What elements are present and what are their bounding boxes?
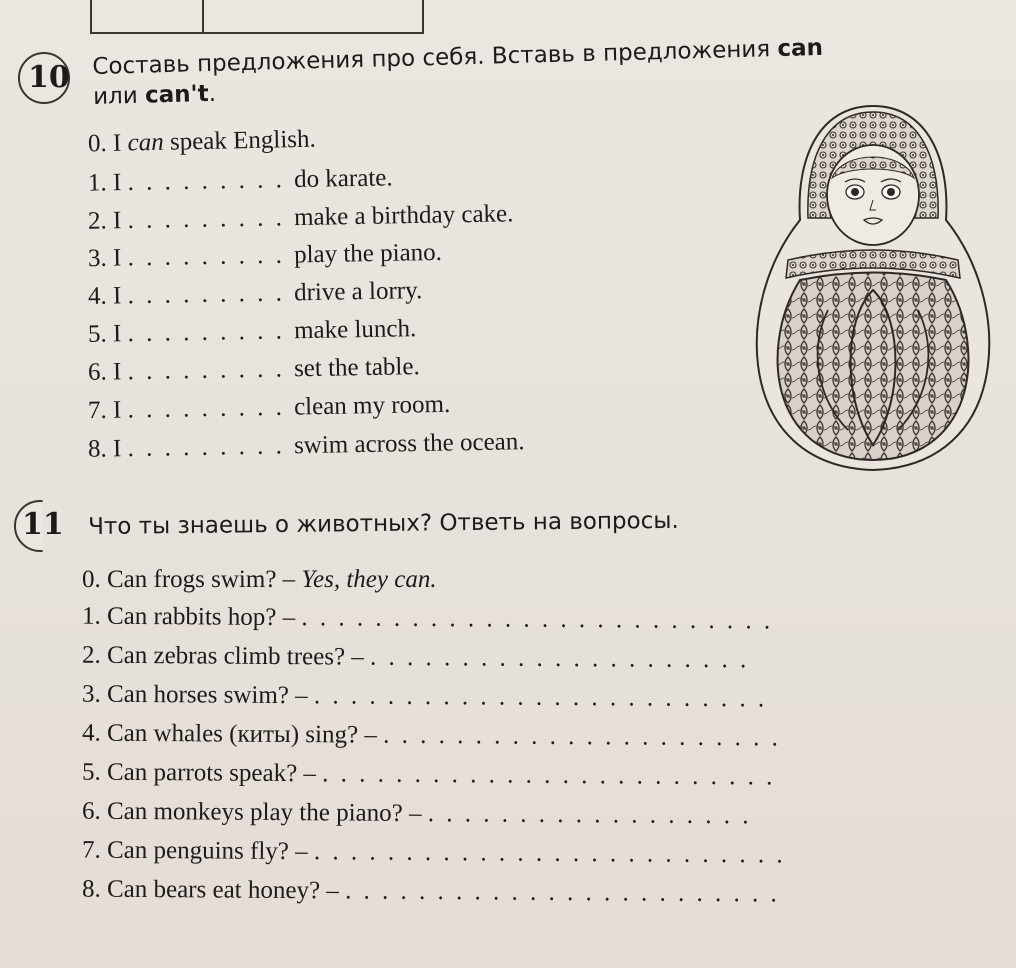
item-text: make a birthday cake. [293, 200, 514, 232]
task-text: или [92, 82, 146, 110]
answer-dots[interactable]: . . . . . . . . . . . . . . . . . . [427, 800, 752, 830]
blank-dots[interactable]: . . . . . . . . . [127, 165, 295, 196]
item-number: 5. [87, 320, 114, 348]
item-number: 2. [81, 641, 108, 669]
item-subject: I [112, 244, 128, 272]
question-text: Can monkeys play the piano? – [106, 797, 428, 828]
question-item [82, 603, 773, 636]
matryoshka-doll-icon [748, 100, 998, 480]
item-subject: I [112, 129, 128, 157]
blank-dots[interactable]: . . . . . . . . . [127, 317, 295, 348]
question-item [82, 642, 750, 675]
item-text: set the table. [293, 353, 420, 383]
item-number: 3. [87, 244, 114, 273]
question-item [82, 720, 781, 753]
item-subject: I [112, 358, 128, 386]
answer-dots[interactable]: . . . . . . . . . . . . . . . . . . . . . . . . . . [301, 604, 774, 635]
question-text: Can rabbits hop? – [106, 602, 302, 632]
item-number: 2. [87, 207, 114, 236]
sentence-item [88, 391, 451, 425]
item-number: 0. [87, 129, 114, 158]
exercise-number-11: 11 [22, 507, 64, 542]
item-text: play the piano. [293, 239, 443, 269]
task-text: . [208, 80, 217, 107]
example-answer: Yes, they can. [301, 566, 437, 593]
question-text: Can parrots speak? – [106, 758, 323, 788]
sentence-item [88, 315, 417, 349]
item-subject: I [112, 396, 128, 424]
question-item [82, 759, 776, 792]
question-text: Can zebras climb trees? – [106, 641, 371, 671]
item-number: 6. [81, 797, 108, 825]
sentence-item [88, 239, 442, 273]
item-text: clean my room. [293, 390, 451, 421]
item-number: 4. [81, 719, 108, 747]
blank-dots[interactable]: . . . . . . . . . [127, 355, 295, 386]
item-subject: I [112, 207, 128, 235]
item-number: 7. [81, 836, 108, 864]
item-subject: I [112, 282, 128, 310]
item-text: speak English. [163, 125, 317, 156]
question-item [82, 876, 780, 909]
exercise-10-task [92, 33, 824, 112]
question-item [82, 837, 786, 870]
item-number: 6. [87, 358, 114, 386]
answer-dots[interactable]: . . . . . . . . . . . . . . . . . . . . . . . . . . [313, 838, 786, 869]
exercise-number-10: 10 [28, 60, 70, 95]
sentence-item [88, 277, 423, 311]
exercise-11-task: Что ты знаешь о животных? Ответь на вопросы. [88, 507, 679, 540]
item-number: 8. [87, 435, 114, 463]
blank-dots[interactable]: . . . . . . . . . [127, 393, 295, 424]
task-keyword-can: can [777, 34, 824, 63]
item-text: do karate. [293, 163, 393, 193]
item-subject: I [112, 168, 128, 196]
item-subject: I [112, 434, 128, 463]
question-text: Can penguins fly? – [106, 836, 315, 866]
item-text: drive a lorry. [293, 277, 423, 307]
item-number: 1. [81, 602, 108, 630]
question-text: Can horses swim? – [106, 680, 315, 710]
item-subject: I [112, 320, 128, 348]
answer-dots[interactable]: . . . . . . . . . . . . . . . . . . . . . . . . [345, 877, 780, 908]
task-keyword-cant: can't [144, 80, 209, 109]
sentence-item [88, 164, 393, 197]
item-number: 8. [81, 875, 108, 903]
question-item [82, 681, 767, 714]
task-text: Составь предложения про себя. Вставь в предложения [92, 36, 778, 80]
item-number: 7. [87, 396, 114, 425]
example-sentence [88, 126, 316, 159]
blank-dots[interactable]: . . . . . . . . . [127, 432, 295, 462]
example-question [82, 566, 437, 594]
question-text: Can whales (киты) sing? – [106, 719, 384, 749]
item-number: 3. [81, 680, 108, 708]
answer-dots[interactable]: . . . . . . . . . . . . . . . . . . . . . . . . . [313, 682, 768, 713]
example-modal: can [127, 128, 164, 157]
table-fragment [90, 0, 424, 34]
item-text: make lunch. [293, 315, 417, 345]
question-text: Can bears eat honey? – [106, 875, 346, 905]
item-number: 1. [87, 168, 114, 197]
question-item [82, 798, 752, 831]
answer-dots[interactable]: . . . . . . . . . . . . . . . . . . . . . . . . . [322, 760, 776, 791]
answer-dots[interactable]: . . . . . . . . . . . . . . . . . . . . . [370, 643, 750, 674]
question-text: Can frogs swim? – [107, 566, 302, 593]
answer-dots[interactable]: . . . . . . . . . . . . . . . . . . . . . . [383, 721, 781, 752]
sentence-item [88, 353, 420, 387]
item-number: 5. [81, 758, 108, 786]
item-number: 4. [87, 282, 114, 311]
item-number: 0. [82, 566, 107, 593]
sentence-item [88, 428, 525, 464]
blank-dots[interactable]: . . . . . . . . . [127, 279, 295, 310]
item-text: swim across the ocean. [293, 427, 525, 460]
blank-dots[interactable]: . . . . . . . . . [127, 204, 295, 235]
blank-dots[interactable]: . . . . . . . . . [127, 241, 295, 272]
sentence-item [88, 201, 514, 236]
